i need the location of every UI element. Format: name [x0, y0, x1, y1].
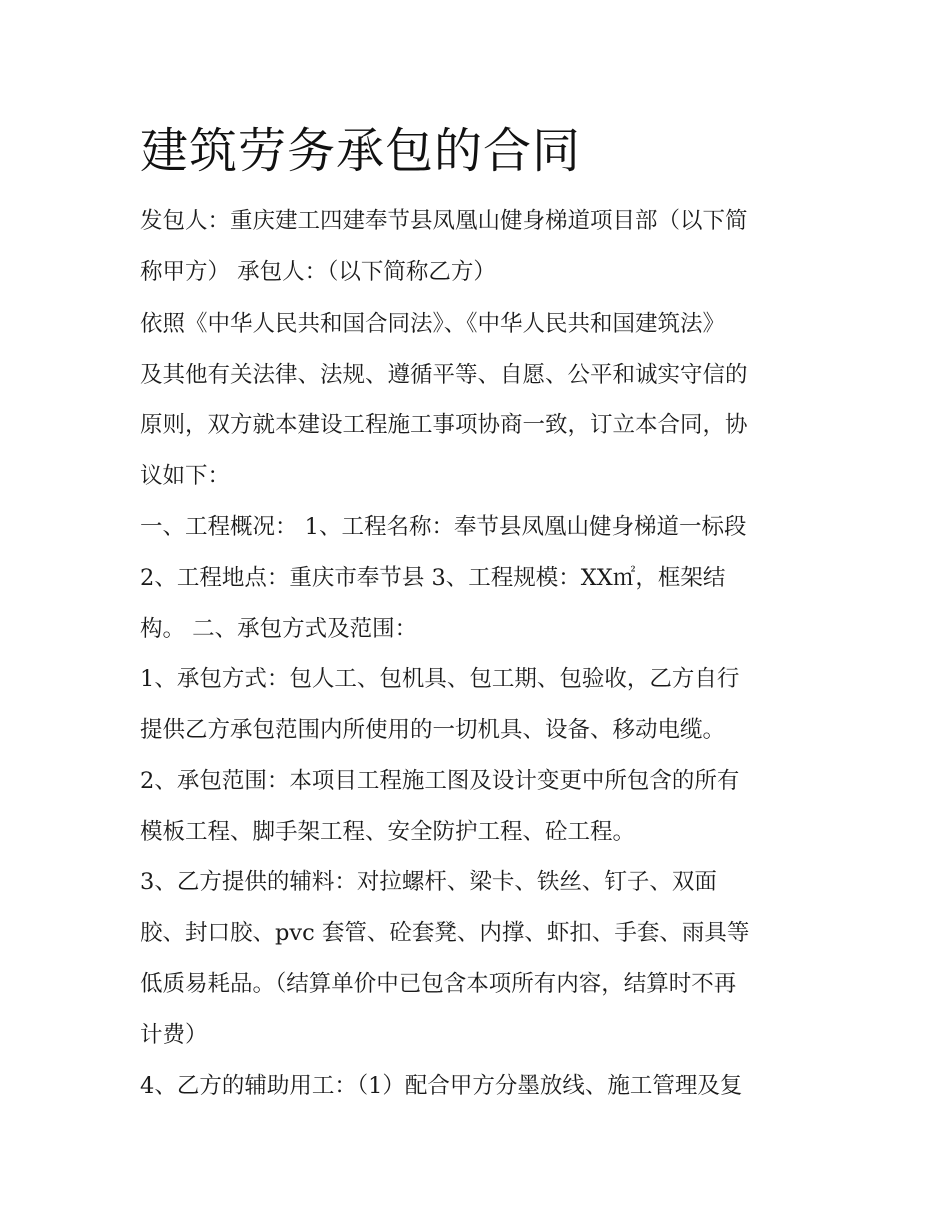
text-line: 一、工程概况： 1、工程名称：奉节县凤凰山健身梯道一标段 — [140, 514, 747, 540]
text-line: 2、承包范围：本项目工程施工图及设计变更中所包含的所有 — [140, 768, 740, 794]
text-line: 计费） — [140, 1022, 208, 1048]
text-line: 2、工程地点：重庆市奉节县 3、工程规模：XX㎡，框架结 — [140, 565, 726, 591]
text-line: 低质易耗品。（结算单价中已包含本项所有内容，结算时不再 — [140, 971, 737, 997]
text-line: 模板工程、脚手架工程、安全防护工程、砼工程。 — [140, 819, 636, 845]
text-line: 提供乙方承包范围内所使用的一切机具、设备、移动电缆。 — [140, 717, 726, 743]
text-line: 依照《中华人民共和国合同法》、《中华人民共和国建筑法》 — [140, 311, 726, 337]
document-title: 建筑劳务承包的合同 — [140, 123, 582, 179]
text-line: 发包人：重庆建工四建奉节县凤凰山健身梯道项目部（以下简 — [140, 208, 748, 234]
text-line: 1、承包方式：包人工、包机具、包工期、包验收，乙方自行 — [140, 666, 740, 692]
text-line: 原则，双方就本建设工程施工事项协商一致，订立本合同，协 — [140, 412, 748, 438]
text-line: 3、乙方提供的辅料：对拉螺杆、梁卡、铁丝、钉子、双面 — [140, 869, 717, 895]
text-line: 议如下： — [140, 463, 231, 489]
text-line: 称甲方） 承包人：（以下简称乙方） — [140, 259, 496, 285]
text-line: 胶、封口胶、pvc 套管、砼套凳、内撑、虾扣、手套、雨具等 — [140, 920, 750, 946]
text-line: 及其他有关法律、法规、遵循平等、自愿、公平和诚实守信的 — [140, 362, 748, 388]
text-line: 4、乙方的辅助用工：（1）配合甲方分墨放线、施工管理及复 — [140, 1073, 743, 1099]
text-line: 构。 二、承包方式及范围： — [140, 616, 418, 642]
